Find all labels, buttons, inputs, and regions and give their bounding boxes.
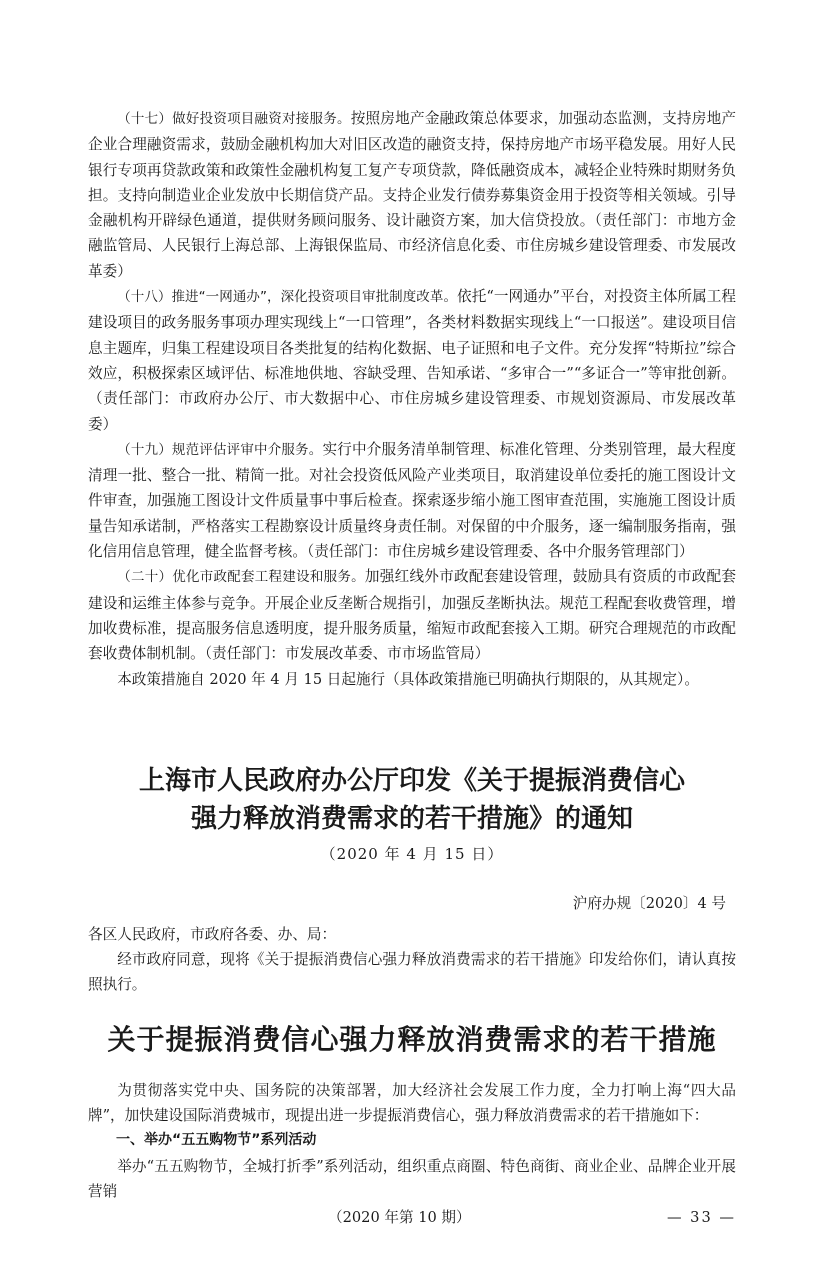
measures-title: 关于提振消费信心强力释放消费需求的若干措施	[107, 1022, 717, 1056]
paragraph-19	[88, 437, 736, 564]
document-number: 沪府办规〔2020〕4 号	[572, 894, 726, 912]
paragraph-18	[88, 284, 736, 437]
paragraph-lead: （十九）规范评估评审中介服务。	[117, 441, 323, 458]
notice-text: 经市政府同意，现将《关于提振消费信心强力释放消费需求的若干措施》印发给你们，请认真按照执行。	[88, 951, 736, 994]
section-heading: 一、举办“五五购物节”系列活动	[116, 1132, 317, 1149]
paragraph-lead: （十七）做好投资项目融资对接服务。	[117, 111, 351, 127]
issue-label: （2020 年第 10 期）	[328, 1209, 471, 1227]
notice-title	[88, 762, 736, 838]
notice-date: （2020 年 4 月 15 日）	[320, 844, 504, 863]
page-number: — 33 —	[666, 1209, 736, 1227]
measures-body	[88, 1078, 736, 1204]
closing-text: 本政策措施自 2020 年 4 月 15 日起施行（具体政策措施已明确执行期限的，从其规定）。	[117, 670, 699, 688]
intro-text: 为贯彻落实党中央、国务院的决策部署，加大经济社会发展工作力度，全力打响上海“四大品牌”，加快建设国际消费城市，现提出进一步提振消费信心，强力释放消费需求的若干措施如下：	[88, 1081, 736, 1125]
paragraph-17	[88, 106, 736, 284]
paragraph-lead: （十八）推进“一网通办”，深化投资项目审批制度改革。	[117, 289, 458, 306]
notice-title-line1: 上海市人民政府办公厅印发《关于提振消费信心	[138, 765, 685, 796]
notice-body	[88, 922, 736, 998]
paragraph-lead: （二十）优化市政配套工程建设和服务。	[117, 569, 365, 586]
paragraph-body: 按照房地产金融政策总体要求，加强动态监测，支持房地产企业合理融资需求，鼓励金融机构加大对旧区改造的融资支持，保持房地产市场平稳发展。用好人民银行专项再贷款政策和政策性金融机构复工复产专项贷款，降低融资成本，减轻企业特殊时期财务负担。支持向制造业企业发放中长期信贷产品。支持企业发行债券募集资金用于投资等相关领域。引导金融机构开辟绿色通道，提供财务顾问服务、设计融资方案，加大信贷投放。（责任部门：市地方金融监管局、人民银行上海总部、上海银保监局、市经济信息化委、市住房城乡建设管理委、市发展改革委）	[88, 110, 736, 280]
paragraph-body: 依托“一网通办”平台，对投资主体所属工程建设项目的政务服务事项办理实现线上“一口管理”，各类材料数据实现线上“一口报送”。建设项目信息主题库，归集工程建设项目各类批复的结构化数据、电子证照和电子文件。充分发挥“特斯拉”综合效应，积极探索区域评估、标准地供地、容缺受理、告知承诺、“多审合一”“多证合一”等审批创新。（责任部门：市政府办公厅、市大数据中心、市住房城乡建设管理委、市规划资源局、市发展改革委）	[88, 288, 736, 433]
section-prev	[88, 106, 736, 692]
section-text: 举办“五五购物节，全城打折季”系列活动，组织重点商圈、特色商街、商业企业、品牌企业开展营销	[88, 1157, 736, 1200]
addressee: 各区人民政府，市政府各委、办、局：	[88, 925, 337, 943]
paragraph-body: 实行中介服务清单制管理、标准化管理、分类别管理，最大程度清理一批、整合一批、精简一批。对社会投资低风险产业类项目，取消建设单位委托的施工图设计文件审查，加强施工图设计文件质量事中事后检查。探索逐步缩小施工图审查范围，实施施工图设计质量告知承诺制，严格落实工程勘察设计质量终身责任制。对保留的中介服务，逐一编制服务指南，强化信用信息管理，健全监督考核。（责任部门：市住房城乡建设管理委、各中介服务管理部门）	[88, 440, 736, 561]
notice-title-line2: 强力释放消费需求的若干措施》的通知	[190, 803, 633, 834]
paragraph-20	[88, 564, 736, 666]
paragraph-body: 加强红线外市政配套建设管理，鼓励具有资质的市政配套建设和运维主体参与竞争。开展企业反垄断合规指引，加强反垄断执法。规范工程配套收费管理，增加收费标准，提高服务信息透明度，提升服务质量，缩短市政配套接入工期。研究合理规范的市政配套收费体制机制。（责任部门：市发展改革委、市市场监管局）	[88, 568, 736, 663]
page-footer	[88, 1206, 736, 1230]
